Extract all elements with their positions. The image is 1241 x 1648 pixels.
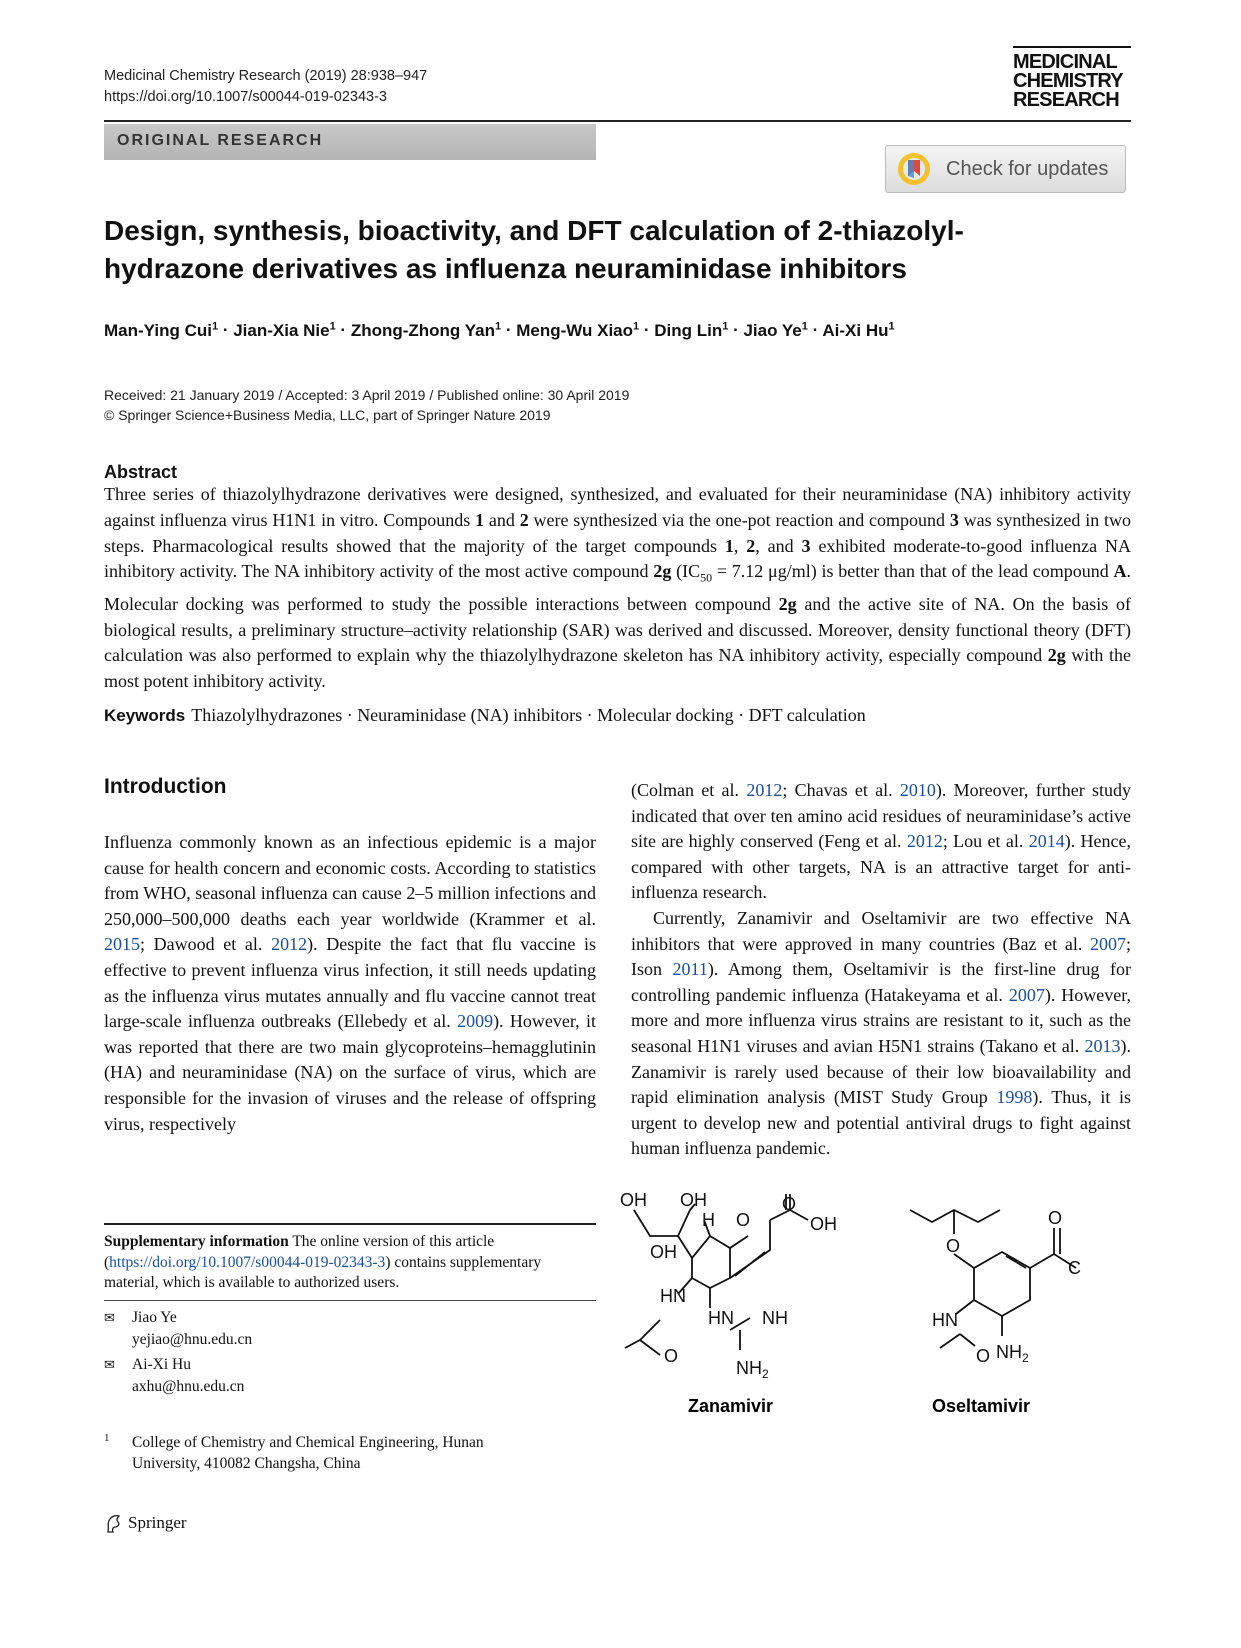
affiliation: 1 College of Chemistry and Chemical Engineering, Hunan University, 410082 Changsha, China [104,1432,484,1472]
brand-line-1: MEDICINAL [1013,51,1117,73]
atom-label: C [1068,1258,1081,1278]
atom-label: NH [762,1308,788,1328]
check-for-updates-label: Check for updates [946,157,1109,180]
abstract-heading: Abstract [104,462,178,482]
supplementary-note: Supplementary information The online version of this article (https://doi.org/10.1007/s00044-019-02343-3) contains supplementary material, which is available to authorized users. [104,1233,542,1291]
atom-label: OH [810,1214,837,1234]
atom-label: HN [660,1286,686,1306]
citation-link[interactable]: 2014 [1028,831,1065,852]
zanamivir-label: Zanamivir [688,1396,774,1416]
email-link[interactable]: axhu@hnu.edu.cn [132,1378,245,1395]
journal-brand-logo [1013,46,1131,110]
atom-label: HN [708,1308,734,1328]
atom-label: O [976,1346,991,1366]
atom-label: $NH_2$ [996,1342,1029,1365]
check-for-updates-button[interactable] [885,145,1126,193]
section-banner [104,124,596,160]
structure-figure [620,1190,1130,1430]
atom-label: H [702,1210,715,1230]
atom-label: O [782,1194,797,1214]
citation-link[interactable]: 1998 [996,1087,1033,1108]
section-label: ORIGINAL RESEARCH [117,132,324,149]
publication-dates: Received: 21 January 2019 / Accepted: 3 April 2019 / Published online: 30 April 2019 [104,387,630,403]
zanamivir-structure [625,1194,808,1355]
citation-link[interactable]: 2012 [746,780,783,800]
header-rule [104,120,1131,122]
citation-link[interactable]: 2007 [1008,984,1045,1005]
atom-label: O [736,1210,751,1230]
publisher-logo: Springer [104,1512,187,1534]
contact-jiao-ye: ✉ Jiao Ye yejiao@hnu.edu.cn [104,1309,253,1348]
author[interactable]: Jiao Ye$^1$ [743,320,808,340]
atom-label: HN [932,1310,958,1330]
introduction-heading: Introduction [104,775,227,798]
article-title [104,212,1064,288]
citation-link[interactable]: 2015 [104,934,140,955]
citation-link[interactable]: 2013 [1084,1035,1121,1056]
atom-label: $NH_2$ [736,1358,769,1381]
atom-label: OH [620,1190,647,1210]
author[interactable]: Ding Lin$^1$ [654,320,729,340]
supplementary-link[interactable]: https://doi.org/10.1007/s00044-019-02343-3 [109,1253,386,1271]
citation-link[interactable]: 2011 [672,959,708,980]
article-history [104,385,629,425]
brand-line-2: CHEMISTRY [1013,70,1123,92]
title-line-1: Design, synthesis, bioactivity, and DFT calculation of 2-thiazolyl- [104,215,964,246]
citation-link[interactable]: 2007 [1089,933,1126,954]
title-line-2: hydrazone derivatives as influenza neuraminidase inhibitors [104,253,907,284]
envelope-icon: ✉ [104,1358,115,1373]
intro-left-column: Influenza commonly known as an infectious epidemic is a major cause for health concern and economic costs. According to statistics from WHO, seasonal influenza can cause 2–5 million infections and 250,000–500,000 deaths each year worldwide (Krammer et al. 2015; Dawood et al. 2012). Despite the fact that flu vaccine is effective to prevent influenza virus infection, it still needs updating as the influenza virus mutates annually and flu vaccine cannot treat large-scale influenza outbreaks (Ellebedy et al. 2009). However, it was reported that there are two main glycoproteins–hemagglutinin (HA) and neuraminidase (NA) on the surface of virus, which are responsible for the invasion of viruses and the release of offspring virus, respectively [104,832,596,1134]
keywords [104,705,866,726]
intro-paragraph: (Colman et al. 2012; Chavas et al. 2010). Moreover, further study indicated that over ten amino acid residues of neuraminidase’s active site are highly conserved (Feng et al. 2012; Lou et al. 2014). Hence, compared with other targets, NA is an attractive target for anti-influenza research. [631,780,1131,903]
author[interactable]: Ai-Xi Hu$^1$ [822,320,895,340]
envelope-icon: ✉ [104,1311,115,1326]
brand-line-3: RESEARCH [1013,89,1119,111]
author[interactable]: Jian-Xia Nie$^1$ [233,320,336,340]
contact-ai-xi-hu: ✉ Ai-Xi Hu axhu@hnu.edu.cn [104,1356,245,1395]
footnote-divider [104,1300,596,1301]
keywords-label: Keywords [104,706,186,725]
author[interactable]: Zhong-Zhong Yan$^1$ [350,320,502,340]
footnote-rule [104,1223,596,1225]
doi-link[interactable]: https://doi.org/10.1007/s00044-019-02343-3 [104,89,387,105]
intro-paragraph: Currently, Zanamivir and Oseltamivir are two effective NA inhibitors that were approved in many countries (Baz et al. 2007; Ison 2011). Among them, Oseltamivir is the first-line drug for controlling pandemic influenza (Hatakeyama et al. 2007). However, more and more influenza virus strains are resistant to it, such as the seasonal H1N1 viruses and avian H5N1 strains (Takano et al. 2013). Zanamivir is rarely used because of their low bioavailability and rapid elimination analysis (MIST Study Group 1998). Thus, it is urgent to develop new and potential antiviral drugs to fight against human influenza pandemic. [631,907,1132,1159]
abstract-text: Three series of thiazolylhydrazone derivatives were designed, synthesized, and evaluated for their neuraminidase (NA) inhibitory activity against influenza virus H1N1 in vitro. Compounds 1 and 2 were synthesized via the one-pot reaction and compound 3 was synthesized in two steps. Pharmacological results showed that the majority of the target compounds 1, 2, and 3 exhibited moderate-to-good influenza NA inhibitory activity. The NA inhibitory activity of the most active compound 2g ($IC_{50} = 7.12$ μg/ml) is better than that of the lead compound A. Molecular docking was performed to study the possible interactions between compound 2g and the active site of NA. On the basis of biological results, a preliminary structure–activity relationship (SAR) was derived and discussed. Moreover, density functional theory (DFT) calculation was also performed to explain why the thiazolylhydrazone skeleton has NA inhibitory activity, especially compound 2g with the most potent inhibitory activity. [104,484,1132,692]
atom-label: O [946,1236,961,1256]
atom-label: OH [680,1190,707,1210]
citation-link[interactable]: 2012 [906,831,943,852]
journal-line: Medicinal Chemistry Research (2019) 28:938–947 [104,68,428,84]
oseltamivir-label: Oseltamivir [932,1396,1031,1416]
intro-right-column [631,778,1131,1162]
atom-label: O [1048,1208,1063,1228]
keywords-list: Thiazolylhydrazones · Neuraminidase (NA) inhibitors · Molecular docking · DFT calculation [191,705,866,725]
citation-link[interactable]: 2010 [899,780,936,800]
atom-label: OH [650,1242,677,1262]
author-list: Man-Ying Cui$^1$ · Jian-Xia Nie$^1$ · Zhong-Zhong Yan$^1$ · Meng-Wu Xiao$^1$ · Ding Lin$^1$ · Jiao $Ye^1 \cdot Ai-Xi$ Hu$^1$ [104,320,895,340]
email-link[interactable]: yejiao@hnu.edu.cn [132,1331,253,1348]
journal-citation [104,66,427,108]
copyright-line: © Springer Science+Business Media, LLC, part of Springer Nature 2019 [104,407,551,423]
author[interactable]: Man-Ying Cui$^1$ [104,320,219,340]
author[interactable]: Meng-Wu Xiao$^1$ [516,320,640,340]
springer-horse-icon [104,1512,124,1534]
citation-link[interactable]: 2009 [457,1011,494,1032]
citation-link[interactable]: 2012 [271,934,308,955]
atom-label: O [664,1346,679,1366]
crossmark-icon [896,151,932,187]
